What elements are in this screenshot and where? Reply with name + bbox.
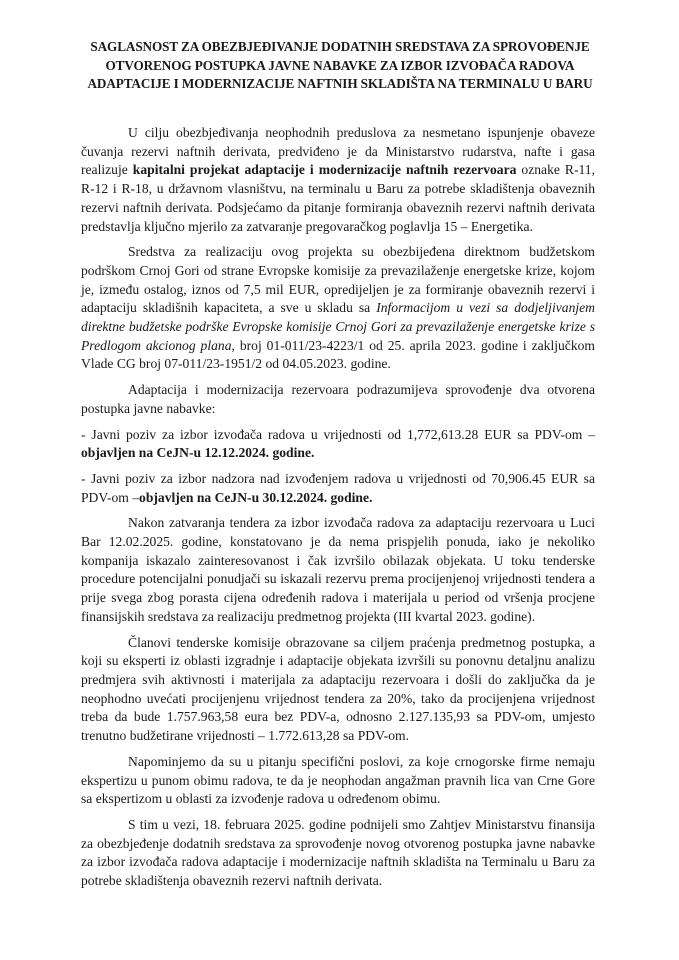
paragraph-note: Napominjemo da su u pitanju specifični poslovi, za koje crnogorske firme nemaju ekspertizu u punom obimu radova, te da je neophodan angažman pravnih lica van Crne Gore sa ekspertizom u oblasti za izvođenje radova u određenom obimu. (81, 753, 595, 807)
text: Sredstva za realizaciju ovog projekta su obezbijeđena direktnom budžetskom podrškom Crnoj Gori od strane Evropske komisije za prevazilaženje energetske krize, kojom je, između ostalog, iznos od 7,5 mil EUR, opredijeljen je za formiranje obaveznih rezervi i adaptaciju skladišnih kapaciteta, a sve u skladu sa (81, 244, 595, 316)
text: oznake R-11, R-12 i R-18, u državnom vlasništvu, na terminalu u Baru za potrebe skladištenja obaveznih rezervi naftnih derivata. Podsjećamo da pitanje formiranja obaveznih rezervi naftnih derivata predstavlja ključno mjerilo za zatvaranje pregovaračkog poglavlja 15 – Energetika. (81, 162, 596, 234)
paragraph-intro (81, 124, 595, 236)
title-line: OTVORENOG POSTUPKA JAVNE NABAVKE ZA IZBOR IZVOĐAČA RADOVA (105, 57, 575, 73)
bold-text: objavljen na CeJN-u 12.12.2024. godine. (81, 445, 315, 461)
title-line: ADAPTACIJE I MODERNIZACIJE NAFTNIH SKLADIŠTA NA TERMINALU U BARU (87, 76, 593, 92)
paragraph-funding (81, 243, 595, 374)
text: - Javni poziv za izbor izvođača radova u vrijednosti od 1,772,613.28 EUR sa PDV-om – (81, 426, 595, 442)
paragraph-tender-closing: Nakon zatvaranja tendera za izbor izvođača radova za adaptaciju rezervoara u Luci Bar 12.02.2025. godine, konstatovano je da nema prispjelih ponuda, iako je nekoliko kompanija iskazalo zainteresovanost i čak izvršilo obilazak objekata. U toku tenderske procedure potencijalni ponudjači su iskazali rezervu prema procijenjenoj vrijednosti tendera a prije svega zbog porasta cijena određenih radova i materijala u period od vršenja procjene finansijskih sredstava za realizaciju predmetnog projekta (III kvartal 2023. godine). (81, 515, 595, 624)
title-line: SAGLASNOST ZA OBEZBJEĐIVANJE DODATNIH SREDSTAVA ZA SPROVOĐENJE (90, 39, 590, 54)
italic-text: Informacijom u vezi sa dodjeljivanjem direktne budžetske podrške Evropske komisije Crnoj Gori za prevazilaženje energetske krize s Predlogom akcionog plana (81, 300, 595, 353)
paragraph-procedures: Adaptacija i modernizacija rezervoara podrazumijeva sprovođenje dva otvorena postupka javne nabavke: (81, 382, 595, 416)
bold-text: kapitalni projekat adaptacije i modernizacije naftnih rezervoara (132, 162, 517, 178)
bold-text: objavljen na CeJN-u 30.12.2024. godine. (139, 489, 373, 505)
paragraph-request: S tim u vezi, 18. februara 2025. godine podnijeli smo Zahtjev Ministarstvu finansija za obezbjeđenje dodatnih sredstava za sprovođenje novog otvorenog postupka javne nabavke za izbor izvođača radova adaptacije i modernizacije naftnih skladišta na Terminalu u Baru za potrebe skladištenja obaveznih rezervi naftnih derivata. (81, 816, 595, 889)
document-body (81, 124, 595, 898)
paragraph-commission: Članovi tenderske komisije obrazovane sa ciljem praćenja predmetnog postupka, a koji su eksperti iz oblasti izgradnje i adaptacije objekata izvršili su ponovnu detaljnu analizu predmjera svih aktivnosti i materijala za adaptaciju rezervoara i došli do zaključka da je neophodno uvećati procijenjenu vrijednost tendera za 20%, tako da procijenjena vrijednost treba da bude 1.757.963,58 eura bez PDV-a, odnosno 2.127.135,93 sa PDV-om, umjesto trenutno budžetirane vrijednosti – 1.772.613,28 sa PDV-om. (81, 634, 595, 744)
bullet-item (81, 426, 595, 463)
text: - Javni poziv za izbor nadzora nad izvođenjem radova u vrijednosti od 70,906.45 EUR sa PDV-om – (81, 470, 595, 505)
bullet-item (81, 470, 595, 507)
text: , broj 01-011/23-4223/1 od 25. aprila 2023. godine i zaključkom Vlade CG broj 07-011/23-1951/2 od 04.05.2023. godine. (81, 337, 595, 372)
text: U cilju obezbjeđivanja neophodnih preduslova za nesmetano ispunjenje obaveze čuvanja rezervi naftnih derivata, predviđeno je da Ministarstvo rudarstva, nafte i gasa realizuje (81, 125, 595, 178)
document-title (60, 38, 620, 94)
